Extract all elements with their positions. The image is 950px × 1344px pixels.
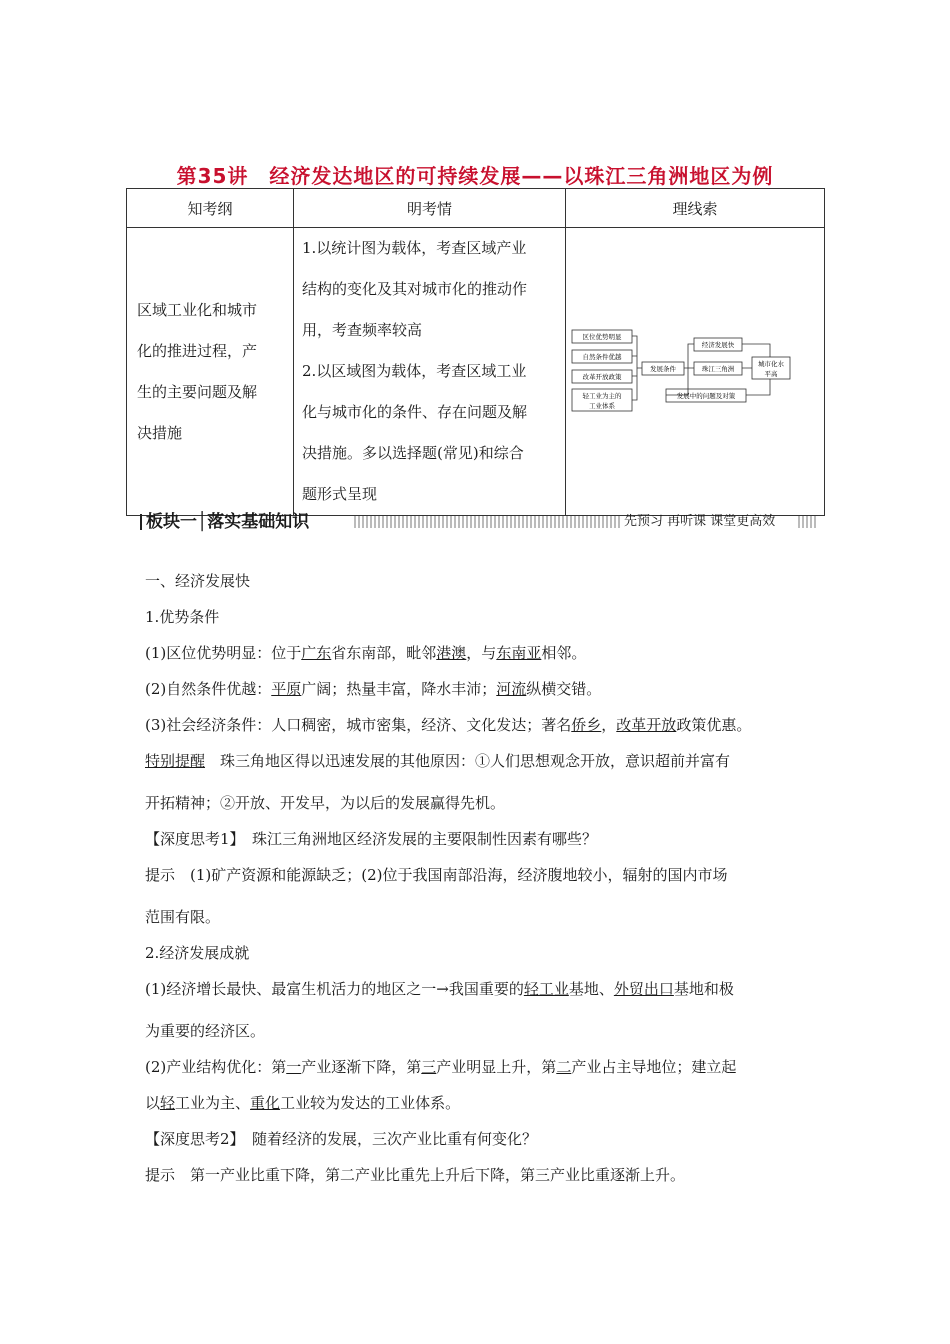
hint-2: 提示 第一产业比重下降，第二产业比重先上升后下降，第三产业比重逐渐上升。 <box>145 1166 686 1184</box>
flow-urban-b: 平高 <box>764 369 778 378</box>
banner-divider <box>140 514 142 530</box>
table-row <box>127 228 825 516</box>
paragraph-cont: 为重要的经济区。 <box>145 1022 266 1040</box>
section-heading: 一、经济发展快 <box>145 572 251 590</box>
paragraph-cont: 以轻工业为主、重化工业较为发达的工业体系。 <box>145 1094 461 1112</box>
hint-1-cont: 范围有限。 <box>145 908 221 926</box>
flow-left-4a: 轻工业为主的 <box>582 391 622 400</box>
paragraph: (1)经济增长最快、最富生机活力的地区之一→我国重要的轻工业基地、外贸出口基地和极 <box>145 980 734 998</box>
syllabus-cell <box>127 228 294 516</box>
subheading: 2.经济发展成就 <box>145 944 250 962</box>
flow-left-2: 自然条件优越 <box>582 352 622 361</box>
subheading: 1.优势条件 <box>145 608 220 626</box>
exam-situation-cell <box>294 228 566 516</box>
exam-line: 用，考查频率较高 <box>302 321 423 339</box>
note-paragraph: 特别提醒 珠三角地区得以迅速发展的其他原因：①人们思想观念开放，意识超前并富有 <box>145 752 731 770</box>
key-term: 重化 <box>250 1094 281 1112</box>
syllabus-line: 生的主要问题及解 <box>137 382 258 401</box>
syllabus-line: 区域工业化和城市 <box>137 300 258 319</box>
key-term: 东南亚 <box>496 644 542 662</box>
banner-tagline: 先预习 再听课 课堂更高效 <box>624 514 776 529</box>
exam-line: 决措施。多以选择题(常见)和综合 <box>302 444 524 462</box>
header-lixiansuo: 理线索 <box>566 189 825 228</box>
syllabus-line: 决措施 <box>137 423 183 442</box>
key-term: 广东 <box>301 644 332 662</box>
exam-line: 1.以统计图为载体，考查区域产业 <box>302 239 527 257</box>
key-term: 轻 <box>160 1094 176 1112</box>
key-term: 一 <box>286 1058 302 1076</box>
exam-line: 化与城市化的条件、存在问题及解 <box>302 403 528 421</box>
note-paragraph-cont: 开拓精神；②开放、开发早，为以后的发展赢得先机。 <box>145 794 506 812</box>
paragraph: (2)自然条件优越：平原广阔；热量丰富，降水丰沛；河流纵横交错。 <box>145 680 602 698</box>
exam-line: 2.以区域图为载体，考查区域工业 <box>302 362 527 380</box>
key-term: 改革开放 <box>616 716 677 734</box>
section-banner <box>126 509 816 535</box>
page-title: 第35讲 经济发达地区的可持续发展——以珠江三角洲地区为例 <box>176 164 774 188</box>
flow-left-3: 改革开放政策 <box>582 372 622 381</box>
banner-label: 板块一│落实基础知识 <box>146 512 310 532</box>
banner-dots <box>354 516 622 528</box>
exam-line: 结构的变化及其对城市化的推动作 <box>302 280 528 298</box>
clue-flowchart-cell <box>566 228 825 516</box>
header-zhikaogang: 知考纲 <box>127 189 294 228</box>
key-term: 轻工业 <box>523 980 569 998</box>
banner-dots-end <box>798 516 816 528</box>
paragraph: (2)产业结构优化：第一产业逐渐下降，第三产业明显上升，第二产业占主导地位；建立起 <box>145 1058 737 1076</box>
hint-1: 提示 (1)矿产资源和能源缺乏；(2)位于我国南部沿海，经济腹地较小，辐射的国内市场 <box>145 866 728 884</box>
key-term: 二 <box>556 1058 572 1076</box>
key-term: 外贸出口 <box>613 980 674 998</box>
outline-table <box>126 188 825 516</box>
paragraph: (1)区位优势明显：位于广东省东南部，毗邻港澳，与东南亚相邻。 <box>145 644 587 662</box>
key-term: 侨乡 <box>571 716 602 734</box>
think-question-1: 【深度思考1】 珠江三角洲地区经济发展的主要限制性因素有哪些？ <box>145 830 598 848</box>
flow-left-4b: 工业体系 <box>589 401 615 410</box>
syllabus-line: 化的推进过程，产 <box>137 341 258 360</box>
key-term: 平原 <box>271 680 302 698</box>
note-label: 特别提醒 <box>145 752 206 770</box>
flow-problems: 发展中的问题及对策 <box>676 391 736 400</box>
key-term: 河流 <box>496 680 527 698</box>
flow-urban-a: 城市化水 <box>758 359 784 368</box>
think-question-2: 【深度思考2】 随着经济的发展，三次产业比重有何变化？ <box>145 1130 538 1148</box>
flow-left-1: 区位优势明显 <box>582 332 622 341</box>
key-term: 港澳 <box>436 644 467 662</box>
exam-line: 题形式呈现 <box>302 485 378 503</box>
flow-prd: 珠江三角洲 <box>701 364 735 373</box>
flow-fast-growth: 经济发展快 <box>701 340 735 349</box>
clue-flowchart <box>570 325 820 415</box>
flow-conditions: 发展条件 <box>650 364 676 373</box>
table-header-row <box>127 189 825 228</box>
key-term: 三 <box>421 1058 437 1076</box>
paragraph: (3)社会经济条件：人口稠密，城市密集，经济、文化发达；著名侨乡，改革开放政策优惠。 <box>145 716 752 734</box>
header-mingkaoqing: 明考情 <box>294 189 566 228</box>
